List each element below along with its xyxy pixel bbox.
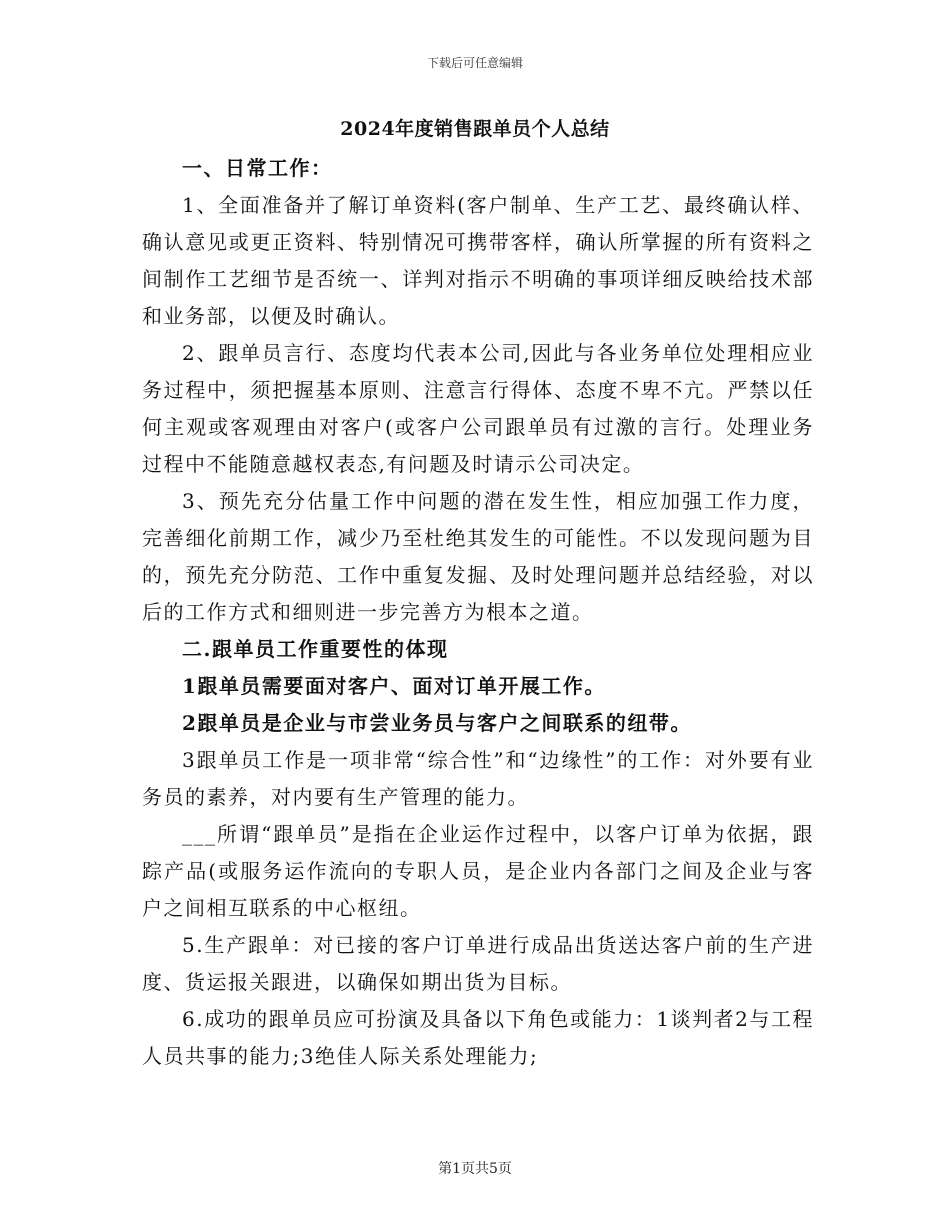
document-body [142, 150, 814, 1075]
bold-point-1: 1跟单员需要面对客户、面对订单开展工作。 [182, 674, 606, 698]
paragraph-point-6: 6.成功的跟单员应可扮演及具备以下角色或能力：1谈判者2与工程人员共事的能力;3绝佳人际关系处理能力; [142, 1007, 814, 1068]
document-title: 2024年度销售跟单员个人总结 [340, 118, 610, 140]
paragraph-definition: ___所谓“跟单员”是指在企业运作过程中，以客户订单为依据，跟踪产品(或服务运作流向的专职人员，是企业内各部门之间及企业与客户之间相互联系的中心枢纽。 [142, 822, 814, 920]
header-note: 下载后可任意编辑 [426, 56, 523, 70]
paragraph-point-3: 3跟单员工作是一项非常“综合性”和“边缘性”的工作：对外要有业务员的素养，对内要有生产管理的能力。 [142, 748, 814, 809]
bold-point-2: 2跟单员是企业与市尝业务员与客户之间联系的纽带。 [182, 711, 692, 735]
paragraph-item-2: 2、跟单员言行、态度均代表本公司,因此与各业务单位处理相应业务过程中，须把握基本原则、注意言行得体、态度不卑不亢。严禁以任何主观或客观理由对客户(或客户公司跟单员有过激的言行。处理业务过程中不能随意越权表态,有问题及时请示公司决定。 [142, 341, 814, 476]
section-heading-daily-work: 一、日常工作： [182, 156, 333, 180]
paragraph-item-3: 3、预先充分估量工作中问题的潜在发生性，相应加强工作力度，完善细化前期工作，减少乃至杜绝其发生的可能性。不以发现问题为目的，预先充分防范、工作中重复发掘、及时处理问题并总结经验，对以后的工作方式和细则进一步完善方为根本之道。 [142, 489, 814, 624]
paragraph-point-5: 5.生产跟单：对已接的客户订单进行成品出货送达客户前的生产进度、货运报关跟进，以确保如期出货为目标。 [142, 933, 814, 994]
page-number: 第1页共5页 [438, 1161, 512, 1177]
paragraph-item-1: 1、全面准备并了解订单资料(客户制单、生产工艺、最终确认样、确认意见或更正资料、特别情况可携带客样，确认所掌握的所有资料之间制作工艺细节是否统一、详判对指示不明确的事项详细反映给技术部和业务部，以便及时确认。 [142, 193, 814, 328]
section-heading-importance: 二.跟单员工作重要性的体现 [182, 637, 449, 661]
